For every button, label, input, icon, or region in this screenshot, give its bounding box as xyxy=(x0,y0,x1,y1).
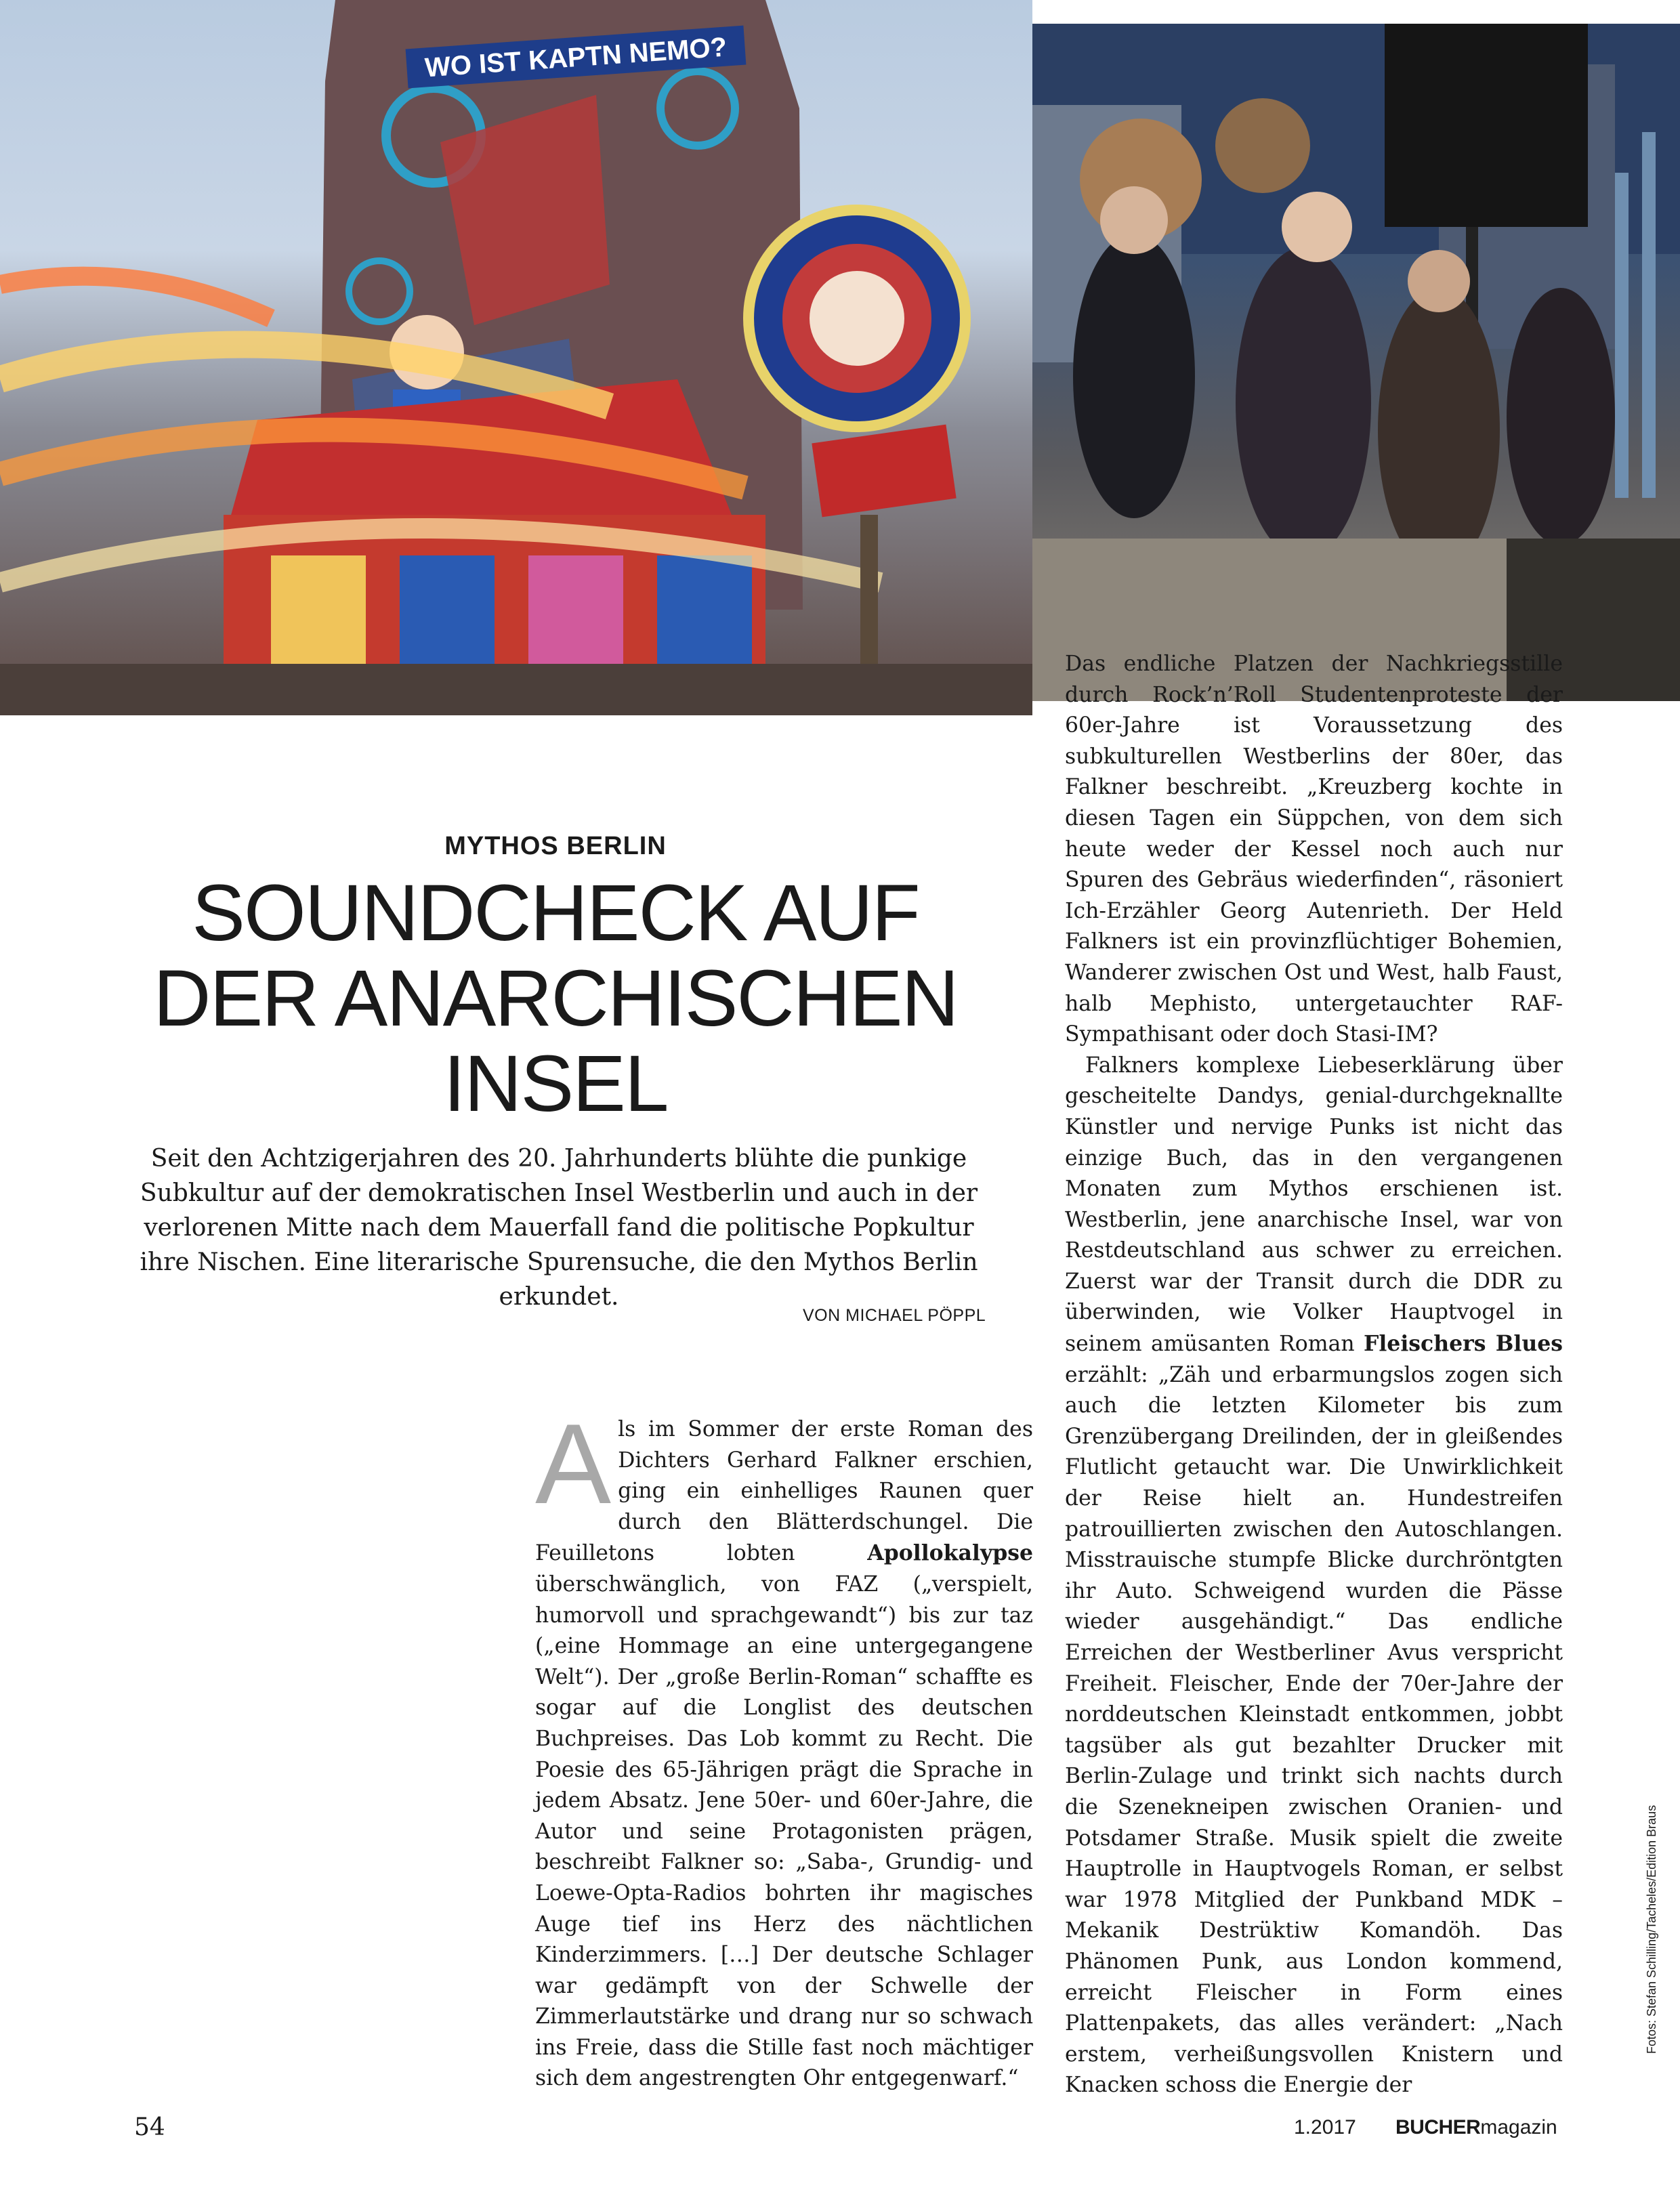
magazine-logo xyxy=(1395,2116,1557,2139)
article-paragraph: Das endliche Platzen der Nachkriegsstille durch Rock’n’Roll Studentenproteste der 60er-Jahre ist Voraussetzung des subkulturellen Westberlins der 80er, das Falkner beschreibt. „Kreuzberg kochte in diesen Tagen ein Süppchen, von dem sich heute weder der Kessel noch auch nur Spuren des Gebräus wiederfinden“, räsoniert Ich-Erzähler Georg Autenrieth. Der Held Falkners ist ein provinzflüchtiger Bohemien, Wanderer zwischen Ost und West, halb Faust, halb Mephisto, untergetauchter RAF-Sympathisant oder doch Stasi-IM? xyxy=(1065,652,1563,1047)
article-column-middle xyxy=(535,1400,1033,2094)
book-title: Apollokalypse xyxy=(867,1540,1033,1566)
photo-credits: Fotos: Stefan Schilling/Tacheles/Edition Braus xyxy=(1645,1805,1658,2054)
paragraph-text: Falkners komplexe Liebeserklärung über gescheitelte Dandys, genial-durchgeknallte Künstler und nervige Punks ist nicht das einzige Buch, das in den vergangenen Monaten zum Mythos erschienen ist. Westberlin, jene anarchische Insel, war von Restdeutschland aus schwer zu erreichen. Zuerst war der Transit durch die DDR zu überwinden, wie Volker Hauptvogel in seinem amüsanten Roman xyxy=(1065,1053,1563,1357)
article-intro: Seit den Achtzigerjahren des 20. Jahrhunderts blühte die punkige Subkultur auf der demokratischen Insel Westberlin und auch in der verlorenen Mitte nach dem Mauerfall fand die politische Popkultur ihre Nischen. Eine literarische Spurensuche, die den Mythos Berlin erkundet. xyxy=(140,1145,978,1311)
article-paragraph xyxy=(535,1400,1033,2094)
book-title: Fleischers Blues xyxy=(1363,1331,1563,1357)
drop-cap: A xyxy=(535,1400,612,1527)
paragraph-text: überschwänglich, von FAZ („verspielt, humorvoll und sprachgewandt“) bis zur taz („eine Hommage an eine untergegangene Welt“). Der „große Berlin-Roman“ schaffte es sogar auf die Longlist des deutschen Buchpreises. Das Lob kommt zu Recht. Die Poesie des 65-Jährigen prägt die Sprache in jedem Absatz. Jene 50er- und 60er-Jahre, die Autor und seine Protagonisten prägen, beschreibt Falkner so: „Saba-, Grundig- und Loewe-Opta-Radios bohrten ihr magisches Auge tief ins Herz des nächtlichen Kinderzimmers. […] Der deutsche Schlager war gedämpft von der Schwelle der Zimmerlautstärke und drang nur so schwach ins Freie, dass die Stille fast noch mächtiger sich dem angestrengten Ohr entgegenwarf.“ xyxy=(535,1572,1033,2091)
fairground-illustration xyxy=(0,0,1032,715)
issue-number: 1.2017 xyxy=(1294,2116,1356,2138)
magazine-suffix: magazin xyxy=(1480,2116,1557,2138)
banner-text: WO IST KAPTN NEMO? xyxy=(423,32,728,83)
dancing-crowd-photo xyxy=(1032,24,1680,701)
article-kicker: MYTHOS BERLIN xyxy=(444,832,667,860)
article-paragraph xyxy=(1065,1051,1563,2101)
page-number: 54 xyxy=(134,2113,165,2141)
fairground-photo xyxy=(0,0,1032,715)
dancing-crowd-illustration xyxy=(1032,24,1680,701)
article-column-right xyxy=(1065,649,1563,2101)
magazine-brand: BUCHER xyxy=(1395,2116,1481,2138)
paragraph-text: ls im Sommer der erste Roman des Dichters Gerhard Falkner erschien, ging ein einhelliges Raunen quer durch den Blätterdschungel. Die Feuilletons lobten xyxy=(535,1417,1033,1566)
article-headline: SOUNDCHECK AUF DER ANARCHISCHEN INSEL xyxy=(153,868,958,1129)
article-byline: VON MICHAEL PÖPPL xyxy=(803,1306,986,1325)
paragraph-text: erzählt: „Zäh und erbarmungslos zogen sich auch die letzten Kilometer bis zum Grenzübergang Dreilinden, der in gleißendes Flutlicht getaucht war. Die Unwirklichkeit der Reise hielt an. Hundestreifen patrouillierten zwischen den Autoschlangen. Misstrauische stumpfe Blicke durchröntgten ihr Auto. Schweigend wurden die Pässe wieder ausgehändigt.“ Das endliche Erreichen der Westberliner Avus verspricht Freiheit. Fleischer, Ende der 70er-Jahre der norddeutschen Kleinstadt entkommen, jobbt tagsüber als gut bezahlter Drucker mit Berlin-Zulage und trinkt sich nachts durch die Szenekneipen zwischen Oranien- und Potsdamer Straße. Musik spielt die zweite Hauptrolle in Hauptvogels Roman, er selbst war 1978 Mitglied der Punkband MDK – Mekanik Destrüktiw Komandöh. Das Phänomen Punk, aus London kommend, erreicht Fleischer in Form eines Plattenpakets, das alles verändert: „Nach erstem, verheißungsvollen Knistern und Knacken schoss die Energie der xyxy=(1065,1362,1563,2098)
